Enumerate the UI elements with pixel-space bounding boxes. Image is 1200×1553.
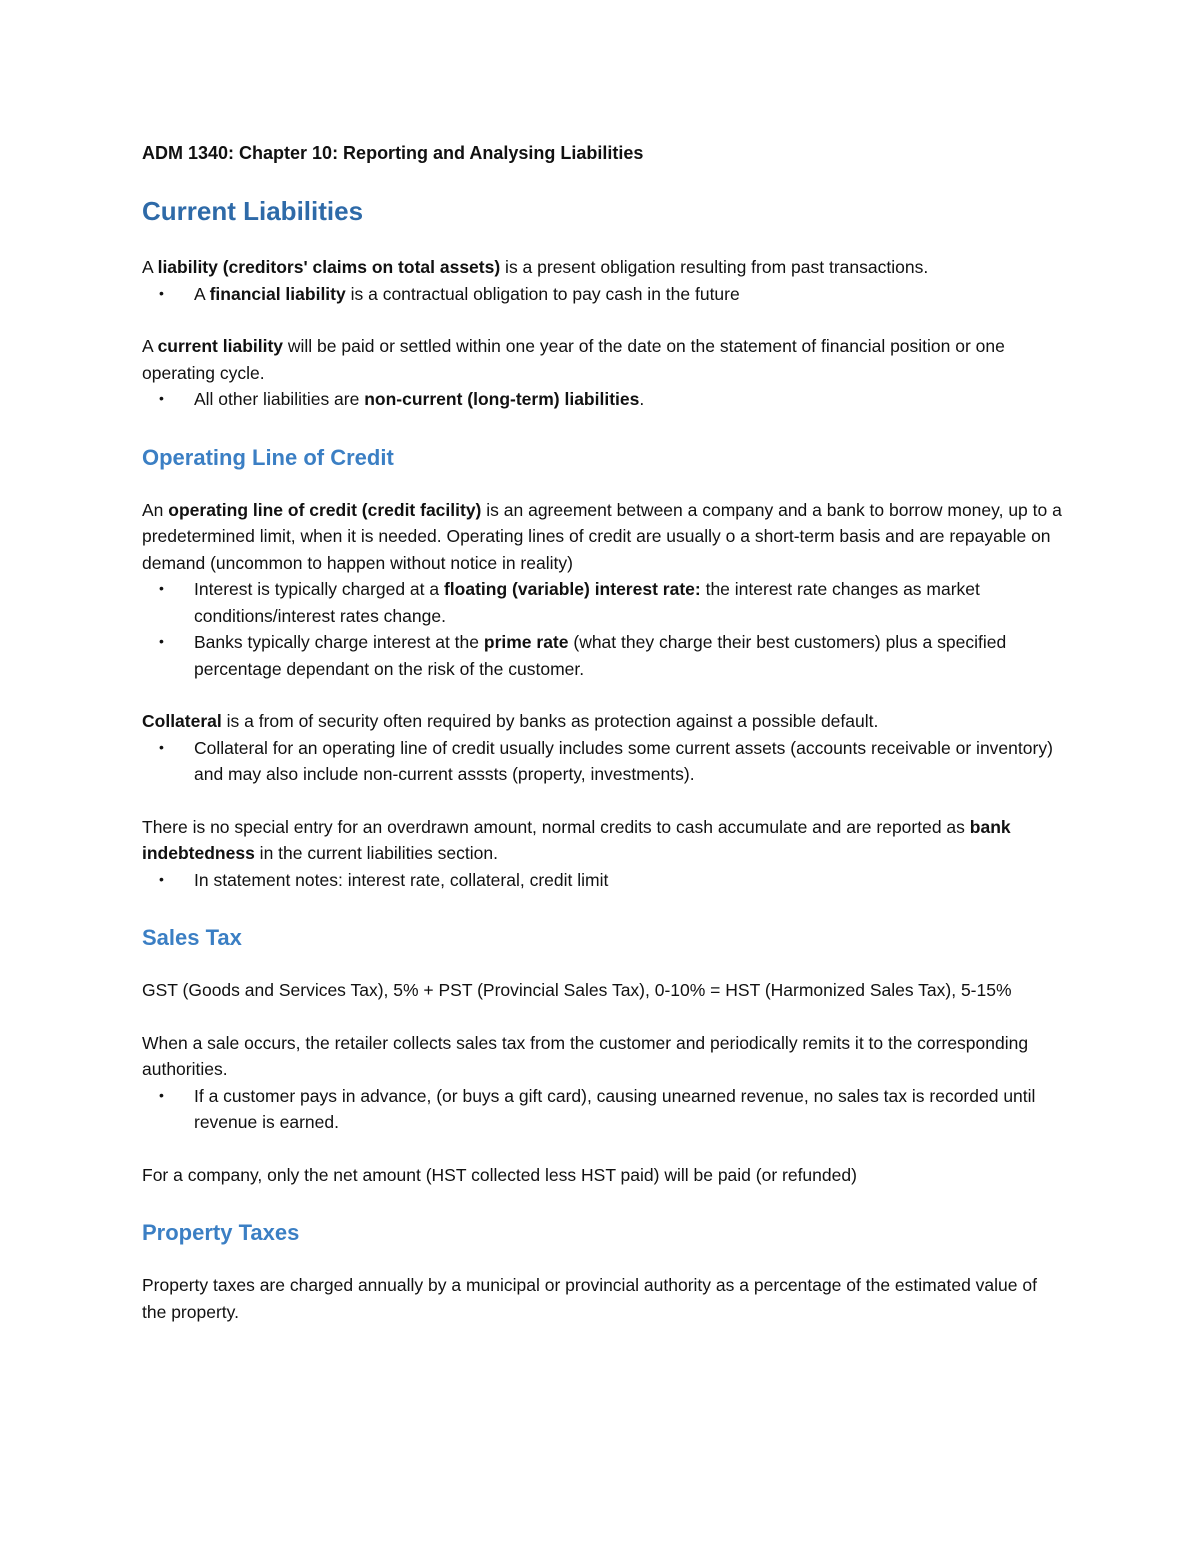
paragraph-property-taxes: Property taxes are charged annually by a municipal or provincial authority as a percentage of the estimated value of the property. — [142, 1275, 1037, 1322]
bullet-icon: • — [159, 284, 164, 301]
bullet-icon: • — [159, 738, 164, 755]
paragraph-liability-definition: A liability (creditors' claims on total assets) is a present obligation resulting from past transactions. — [142, 257, 929, 277]
paragraph-collateral: Collateral is a from of security often required by banks as protection against a possible default. — [142, 711, 879, 731]
list-item: • All other liabilities are non-current (long-term) liabilities. — [159, 389, 645, 409]
bullet-list — [142, 735, 1062, 788]
heading-property-taxes: Property Taxes — [142, 1220, 300, 1245]
list-item: • Interest is typically charged at a floating (variable) interest rate: the interest rate changes as market conditions/interest rates change. — [159, 579, 980, 626]
document-title: ADM 1340: Chapter 10: Reporting and Analysing Liabilities — [142, 143, 644, 163]
document-page — [142, 140, 1062, 1325]
bullet-icon: • — [159, 870, 164, 887]
list-item: • Collateral for an operating line of credit usually includes some current assets (accounts receivable or inventory) and may also include non-current asssts (property, investments). — [159, 737, 1053, 784]
bullet-icon: • — [159, 580, 164, 596]
bullet-icon: • — [159, 390, 164, 406]
paragraph-overdrawn: There is no special entry for an overdrawn amount, normal credits to cash accumulate and are reported as bank indebtedness in the current liabilities section. — [142, 816, 1011, 863]
paragraph-gst-pst-hst: GST (Goods and Services Tax), 5% + PST (Provincial Sales Tax), 0-10% = HST (Harmonized Sales Tax), 5-15% — [142, 980, 1012, 1000]
bullet-list — [142, 386, 1062, 413]
list-item: • Banks typically charge interest at the prime rate (what they charge their best customers) plus a specified percentage dependant on the risk of the customer. — [159, 632, 1007, 679]
bullet-icon: • — [159, 1086, 164, 1103]
heading-sales-tax: Sales Tax — [142, 925, 242, 950]
paragraph-net-amount: For a company, only the net amount (HST collected less HST paid) will be paid (or refunded) — [142, 1164, 857, 1185]
heading-current-liabilities: Current Liabilities — [142, 196, 364, 226]
paragraph-sale-occurs: When a sale occurs, the retailer collects sales tax from the customer and periodically remits it to the corresponding authorities. — [142, 1032, 1029, 1079]
bullet-list — [142, 867, 1062, 894]
paragraph-operating-line-definition: An operating line of credit (credit facility) is an agreement between a company and a bank to borrow money, up to a predetermined limit, when it is needed. Operating lines of credit are usually o a short-term basis and are repayable on demand (uncommon to happen without notice in reality) — [142, 499, 1062, 573]
heading-operating-line-of-credit: Operating Line of Credit — [142, 444, 394, 470]
bullet-list — [142, 1083, 1062, 1136]
paragraph-current-liability: A current liability will be paid or settled within one year of the date on the statement of financial position or one operating cycle. — [142, 336, 1005, 383]
bullet-icon: • — [159, 633, 164, 649]
bullet-list — [142, 281, 1062, 308]
list-item: • If a customer pays in advance, (or buys a gift card), causing unearned revenue, no sales tax is recorded until revenue is earned. — [159, 1085, 1036, 1132]
list-item: • In statement notes: interest rate, collateral, credit limit — [159, 869, 609, 890]
bullet-list — [142, 576, 1062, 682]
list-item: • A financial liability is a contractual obligation to pay cash in the future — [159, 283, 740, 304]
